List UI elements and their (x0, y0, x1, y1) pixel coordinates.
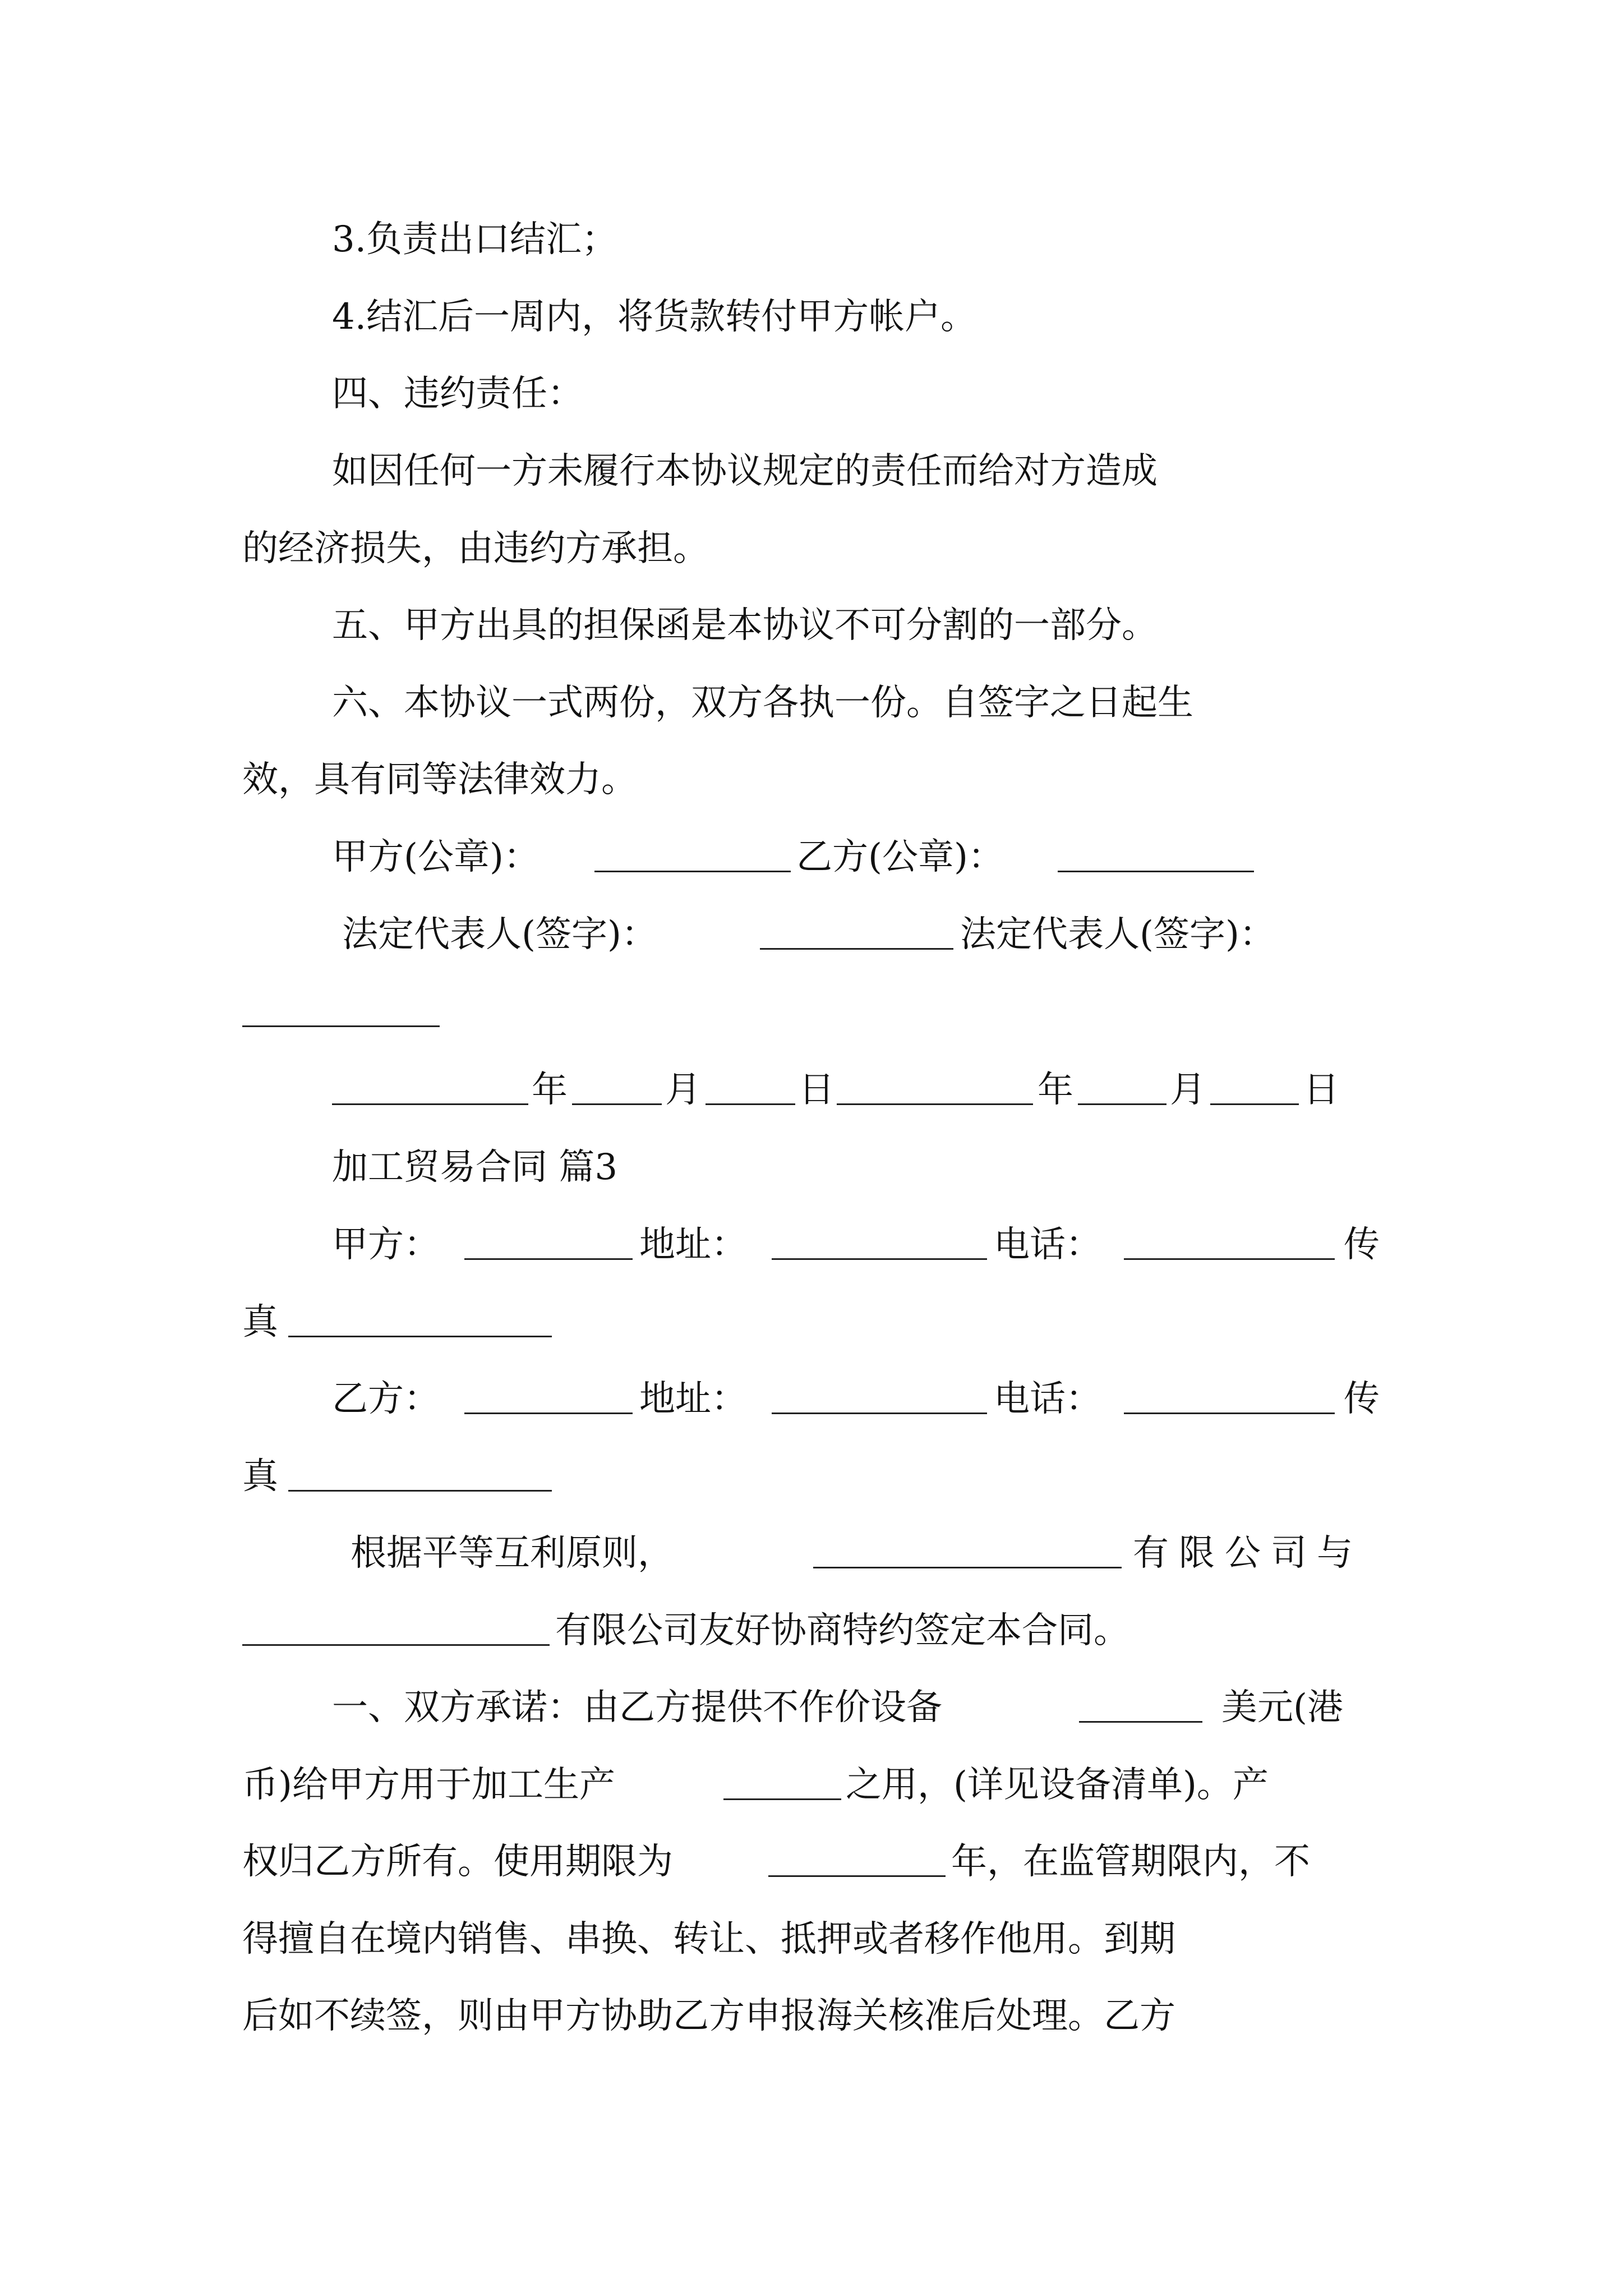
party-b-fax-blank (288, 1490, 552, 1492)
clause-1-line-1a: 一、双方承诺：由乙方提供不作价设备 (332, 1687, 942, 1728)
clause-1-line-1b: 美元(港 (1221, 1687, 1343, 1728)
date-a-year-label: 年 (532, 1069, 568, 1111)
party-b-seal-blank (1058, 871, 1254, 872)
date-b-year-blank (837, 1103, 1033, 1105)
party-a-fax-label-1: 传 (1344, 1224, 1380, 1266)
date-b-month-blank (1078, 1103, 1166, 1105)
clause-1-line-2b: 之用，(详见设备清单)。产 (846, 1764, 1269, 1806)
party-a-rep-label: 法定代表人(签字)： (342, 914, 657, 955)
party-a-phone-label: 电话： (994, 1224, 1101, 1266)
party-a-phone-blank (1124, 1258, 1335, 1260)
company-a-blank (813, 1567, 1122, 1568)
party-b-name-blank (464, 1412, 633, 1414)
party-a-seal-label: 甲方(公章)： (332, 836, 540, 878)
text-line: 的经济损失，由违约方承担。 (242, 528, 709, 569)
clause-1-line-3a: 权归乙方所有。使用期限为 (242, 1841, 673, 1883)
date-b-year-label: 年 (1038, 1069, 1073, 1111)
party-a-rep-blank (760, 948, 953, 950)
product-blank (723, 1798, 841, 1800)
party-b-rep-label: 法定代表人(签字)： (960, 914, 1275, 955)
text-line: 六、本协议一式两份，双方各执一份。自签字之日起生 (332, 682, 1193, 724)
party-a-seal-blank (594, 871, 791, 872)
party-a-fax-blank (288, 1336, 552, 1337)
date-b-day-blank (1210, 1103, 1299, 1105)
clause-1-line-2a: 币)给甲方用于加工生产 (242, 1764, 615, 1806)
date-b-month-label: 月 (1170, 1069, 1206, 1111)
basis-line-left: 根据平等互利原则， (351, 1533, 674, 1574)
party-b-address-blank (772, 1412, 987, 1414)
term-years-blank (768, 1875, 946, 1877)
party-a-label: 甲方： (332, 1224, 440, 1266)
text-line: 效，具有同等法律效力。 (242, 759, 637, 800)
party-a-fax-label-2: 真 (242, 1301, 278, 1343)
date-b-day-label: 日 (1303, 1069, 1339, 1111)
party-b-phone-label: 电话： (994, 1378, 1101, 1420)
date-a-month-blank (572, 1103, 662, 1105)
party-b-label: 乙方： (332, 1378, 440, 1420)
equipment-value-blank (1079, 1721, 1202, 1723)
party-b-fax-label-1: 传 (1344, 1378, 1380, 1420)
party-b-seal-label: 乙方(公章)： (796, 836, 1004, 878)
party-b-phone-blank (1124, 1412, 1335, 1414)
party-a-address-blank (772, 1258, 987, 1260)
company-b-blank (242, 1644, 550, 1646)
date-a-month-label: 月 (665, 1069, 701, 1111)
party-b-fax-label-2: 真 (242, 1456, 278, 1497)
clause-1-line-4: 得擅自在境内销售、串换、转让、抵押或者移作他用。到期 (242, 1918, 1175, 1960)
text-line: 3.负责出口结汇； (332, 219, 618, 260)
document-heading: 加工贸易合同 篇3 (332, 1147, 618, 1188)
party-a-name-blank (464, 1258, 633, 1260)
text-line: 4.结汇后一周内，将货款转付甲方帐户。 (332, 296, 977, 338)
basis-line-right: 有限公司与 (1133, 1533, 1363, 1574)
date-a-day-label: 日 (799, 1069, 834, 1111)
date-a-year-blank (332, 1103, 528, 1105)
basis-line-2: 有限公司友好协商特约签定本合同。 (555, 1610, 1129, 1651)
clause-1-line-3b: 年，在监管期限内，不 (951, 1841, 1310, 1883)
text-line: 五、甲方出具的担保函是本协议不可分割的一部分。 (332, 605, 1158, 646)
party-b-address-label: 地址： (639, 1378, 747, 1420)
section-heading: 四、违约责任： (332, 373, 583, 415)
party-a-address-label: 地址： (639, 1224, 747, 1266)
clause-1-line-5: 后如不续签，则由甲方协助乙方申报海关核准后处理。乙方 (242, 1995, 1175, 2037)
date-a-day-blank (706, 1103, 795, 1105)
party-b-rep-blank (242, 1025, 440, 1027)
text-line: 如因任何一方未履行本协议规定的责任而给对方造成 (332, 450, 1158, 492)
